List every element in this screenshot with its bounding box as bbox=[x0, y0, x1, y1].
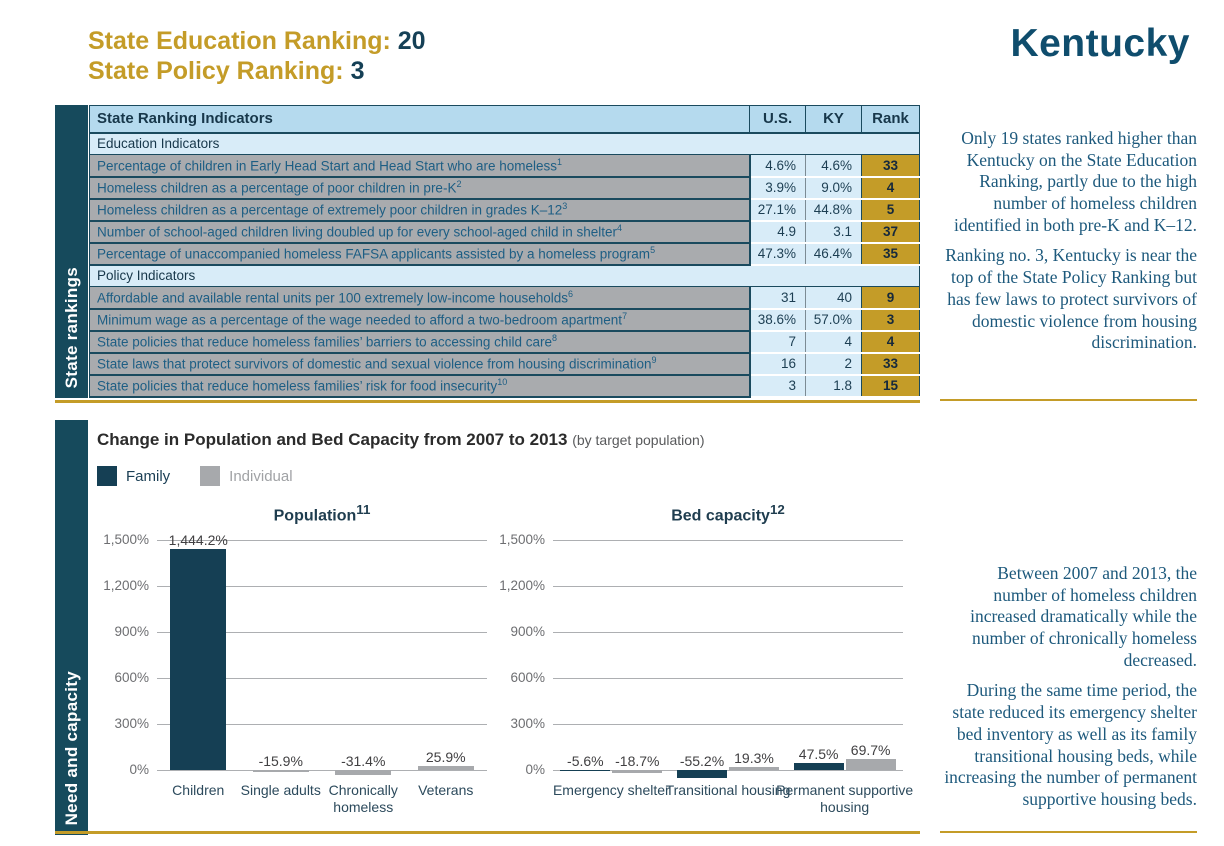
chart-title: Population$^{11}$ bbox=[273, 502, 371, 525]
x-category-label: Chronically homeless bbox=[328, 782, 398, 815]
table-header-row bbox=[90, 106, 920, 133]
x-category-label: Single adults bbox=[240, 782, 321, 798]
gridline bbox=[157, 770, 487, 771]
ky-value-cell: 2 bbox=[806, 353, 862, 375]
gold-divider bbox=[940, 831, 1197, 833]
column-header-indicator: State Ranking Indicators bbox=[90, 106, 750, 133]
indicator-cell: State policies that reduce homeless families’ risk for food insecurity$^{10}$ bbox=[90, 375, 750, 397]
state-ranking-indicators-table bbox=[89, 105, 920, 398]
education-ranking-heading bbox=[88, 26, 426, 56]
ky-value-cell: 57.0% bbox=[806, 309, 862, 331]
education-ranking-value: 20 bbox=[397, 27, 426, 55]
education-ranking-label: State Education Ranking: bbox=[88, 27, 391, 55]
indicator-cell: Number of school-aged children living doubled up for every school-aged child in shelter$^4$ bbox=[90, 221, 750, 243]
y-tick-label: 1,200% bbox=[499, 578, 545, 593]
indicator-cell: Homeless children as a percentage of poor children in pre-$K^2$ bbox=[90, 177, 750, 199]
chart-section-subtitle: (by target population) bbox=[572, 432, 705, 448]
us-value-cell: 47.3% bbox=[750, 243, 806, 265]
rank-cell: 35 bbox=[862, 243, 920, 265]
bar-permanent-supportive-housing-individual bbox=[846, 759, 896, 770]
section-header-row bbox=[90, 265, 920, 287]
rankings-note-paragraph-1: Only 19 states ranked higher than Kentucky on the State Education Ranking, partly due to the high number of homeless children identified in both pre-K and K–12. bbox=[953, 128, 1197, 235]
bar-value-label: 19.3% bbox=[734, 750, 774, 767]
indicator-cell: Minimum wage as a percentage of the wage needed to afford a two-bedroom apartment$^7$ bbox=[90, 309, 750, 331]
rankings-note bbox=[940, 128, 1197, 363]
ky-value-cell: 1.8 bbox=[806, 375, 862, 397]
table-row bbox=[90, 287, 920, 309]
indicator-cell: State laws that protect survivors of domestic and sexual violence from housing discrimination$^9$ bbox=[90, 353, 750, 375]
gold-divider bbox=[55, 400, 920, 403]
ky-value-cell: 46.4% bbox=[806, 243, 862, 265]
y-tick-label: 900% bbox=[510, 624, 545, 639]
capacity-note-paragraph-1: Between 2007 and 2013, the number of homeless children increased dramatically while the number of chronically homeless decreased. bbox=[970, 563, 1197, 670]
y-tick-label: 600% bbox=[510, 670, 545, 685]
us-value-cell: 27.1% bbox=[750, 199, 806, 221]
bar-value-label: 25.9% bbox=[425, 749, 466, 766]
table-row bbox=[90, 177, 920, 199]
bar-value-label: -31.4% bbox=[341, 753, 386, 769]
rank-cell: 4 bbox=[862, 331, 920, 353]
policy-ranking-value: 3 bbox=[350, 57, 365, 85]
bar-value-label: -5.6% bbox=[567, 753, 604, 769]
bar-veterans-individual bbox=[418, 766, 474, 770]
indicator-cell: Percentage of unaccompanied homeless FAFSA applicants assisted by a homeless program$^5$ bbox=[90, 243, 750, 265]
state-rankings-sideband-label: State rankings bbox=[61, 266, 81, 388]
y-tick-label: 1,500% bbox=[499, 532, 545, 547]
section-header-cell: Policy Indicators bbox=[90, 265, 920, 287]
chart-section-title-text: Change in Population and Bed Capacity from 2007 to 2013 bbox=[97, 430, 568, 449]
table-row bbox=[90, 353, 920, 375]
state-rankings-sideband bbox=[55, 105, 88, 398]
bar-children-family bbox=[170, 549, 226, 770]
chart-section-title bbox=[97, 430, 705, 450]
gridline bbox=[553, 586, 903, 587]
chart-title: Bed capacity$^{12}$ bbox=[671, 502, 785, 525]
capacity-note bbox=[940, 563, 1197, 820]
rank-cell: 15 bbox=[862, 375, 920, 397]
y-tick-label: 0% bbox=[525, 762, 545, 777]
y-tick-label: 0% bbox=[129, 762, 149, 777]
table-row bbox=[90, 221, 920, 243]
table-row bbox=[90, 309, 920, 331]
ky-value-cell: 9.0% bbox=[806, 177, 862, 199]
table-row bbox=[90, 243, 920, 265]
gold-divider bbox=[940, 399, 1197, 401]
us-value-cell: 4.9 bbox=[750, 221, 806, 243]
section-header-row bbox=[90, 133, 920, 155]
y-tick-label: 300% bbox=[114, 716, 149, 731]
bar-value-label: -18.7% bbox=[615, 753, 660, 769]
bar-value-label: 69.7% bbox=[850, 742, 891, 759]
us-value-cell: 16 bbox=[750, 353, 806, 375]
bar-permanent-supportive-housing-family bbox=[794, 763, 844, 770]
x-category-label: Emergency shelter bbox=[552, 782, 670, 798]
rank-cell: 33 bbox=[862, 155, 920, 177]
table-row bbox=[90, 375, 920, 397]
indicator-cell: State policies that reduce homeless families’ barriers to accessing child care$^8$ bbox=[90, 331, 750, 353]
bar-value-label: 1,444.2% bbox=[168, 531, 228, 548]
bar-value-label: 47.5% bbox=[798, 745, 839, 762]
bar-value-label: -55.2% bbox=[679, 753, 725, 769]
ky-value-cell: 4.6% bbox=[806, 155, 862, 177]
policy-ranking-heading bbox=[88, 56, 426, 86]
policy-ranking-label: State Policy Ranking: bbox=[88, 57, 344, 85]
ky-value-cell: 4 bbox=[806, 331, 862, 353]
us-value-cell: 3 bbox=[750, 375, 806, 397]
population-chart bbox=[95, 498, 493, 828]
x-category-label: Children bbox=[172, 782, 225, 798]
gridline bbox=[553, 724, 903, 725]
ranking-headings bbox=[88, 26, 426, 86]
bar-value-label: -15.9% bbox=[258, 753, 303, 769]
bar-transitional-housing-family bbox=[677, 770, 727, 778]
need-and-capacity-sideband bbox=[55, 420, 88, 835]
family-legend-swatch bbox=[97, 466, 117, 486]
column-header-us: U.S. bbox=[750, 106, 806, 133]
us-value-cell: 38.6% bbox=[750, 309, 806, 331]
table-row bbox=[90, 155, 920, 177]
y-tick-label: 600% bbox=[114, 670, 149, 685]
y-tick-label: 1,200% bbox=[103, 578, 149, 593]
rank-cell: 9 bbox=[862, 287, 920, 309]
x-category-label: Transitional housing bbox=[665, 782, 791, 798]
table-row bbox=[90, 331, 920, 353]
rank-cell: 4 bbox=[862, 177, 920, 199]
indicator-cell: Affordable and available rental units per 100 extremely low-income households$^6$ bbox=[90, 287, 750, 309]
us-value-cell: 3.9% bbox=[750, 177, 806, 199]
us-value-cell: 4.6% bbox=[750, 155, 806, 177]
page-title: Kentucky bbox=[1010, 22, 1190, 65]
ky-value-cell: 40 bbox=[806, 287, 862, 309]
y-tick-label: 1,500% bbox=[103, 532, 149, 547]
bar-transitional-housing-individual bbox=[729, 767, 779, 770]
rank-cell: 5 bbox=[862, 199, 920, 221]
y-tick-label: 300% bbox=[510, 716, 545, 731]
us-value-cell: 7 bbox=[750, 331, 806, 353]
indicator-cell: Percentage of children in Early Head Start and Head Start who are homeless$^1$ bbox=[90, 155, 750, 177]
capacity-note-paragraph-2: During the same time period, the state reduced its emergency shelter bed inventory as well as its family transitional housing beds, while increasing the number of permanent supportive housing beds. bbox=[944, 680, 1197, 809]
rankings-note-paragraph-2: Ranking no. 3, Kentucky is near the top of the State Policy Ranking but has few laws to protect survivors of domestic violence from housing discrimination. bbox=[945, 245, 1197, 353]
column-header-ky: KY bbox=[806, 106, 862, 133]
section-header-cell: Education Indicators bbox=[90, 133, 920, 155]
gold-divider bbox=[55, 831, 920, 834]
table-row bbox=[90, 199, 920, 221]
bar-chronically-homeless-individual bbox=[335, 770, 391, 775]
bar-single-adults-individual bbox=[253, 770, 309, 772]
gridline bbox=[553, 678, 903, 679]
bar-emergency-shelter-individual bbox=[612, 770, 662, 773]
rank-cell: 3 bbox=[862, 309, 920, 331]
indicator-cell: Homeless children as a percentage of extremely poor children in grades $K-12^3$ bbox=[90, 199, 750, 221]
need-and-capacity-sideband-label: Need and capacity bbox=[61, 670, 81, 825]
individual-legend-swatch bbox=[200, 466, 220, 486]
y-tick-label: 900% bbox=[114, 624, 149, 639]
rank-cell: 33 bbox=[862, 353, 920, 375]
column-header-rank: Rank bbox=[862, 106, 920, 133]
ky-value-cell: 3.1 bbox=[806, 221, 862, 243]
x-category-label: Permanent supportive housing bbox=[776, 782, 914, 815]
individual-legend-label: Individual bbox=[229, 467, 293, 485]
chart-legend bbox=[97, 466, 323, 486]
x-category-label: Veterans bbox=[418, 782, 474, 798]
family-legend-label: Family bbox=[126, 467, 171, 485]
rank-cell: 37 bbox=[862, 221, 920, 243]
bed-capacity-chart bbox=[487, 498, 914, 828]
gridline bbox=[553, 540, 903, 541]
bar-emergency-shelter-family bbox=[560, 770, 610, 771]
ky-value-cell: 44.8% bbox=[806, 199, 862, 221]
gridline bbox=[553, 632, 903, 633]
us-value-cell: 31 bbox=[750, 287, 806, 309]
